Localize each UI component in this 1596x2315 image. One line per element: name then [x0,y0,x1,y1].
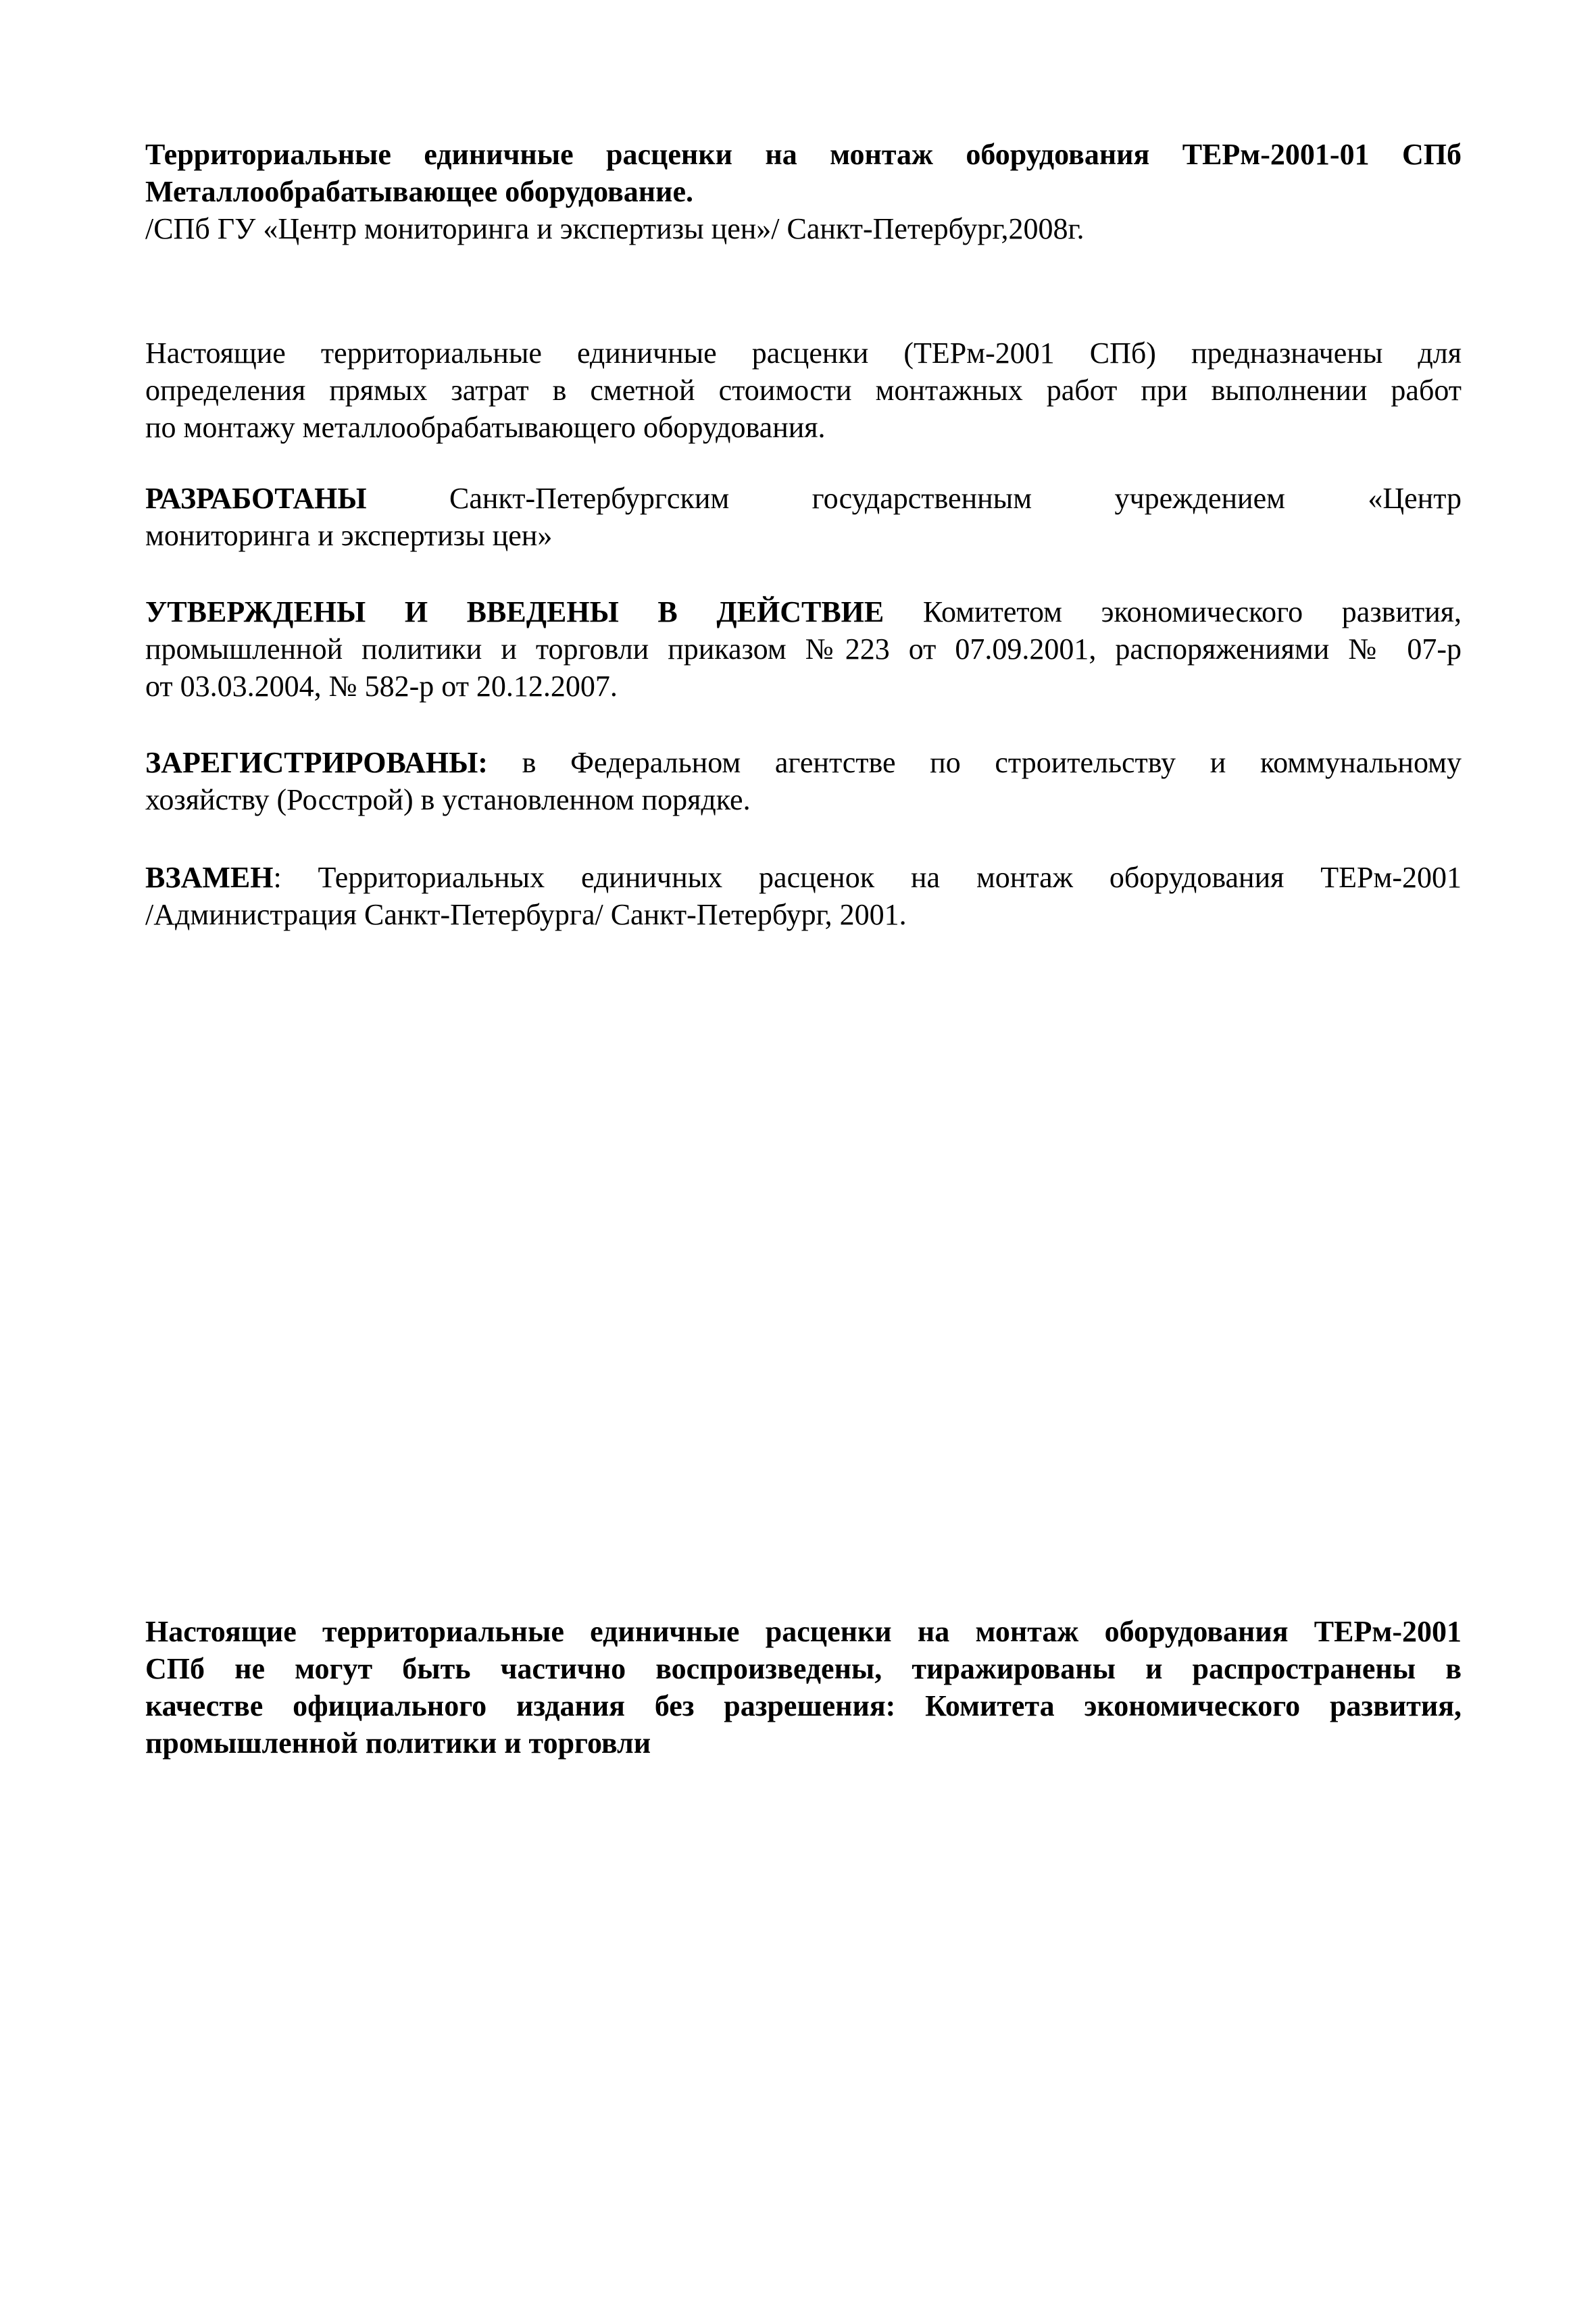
title-line-2: Металлообрабатывающее оборудование. [145,175,693,208]
text-line [145,859,1462,896]
replaces-paragraph [145,859,1462,933]
text-segment: Комитетом экономического развития, [884,595,1462,628]
text-segment: в Федеральном агентстве по строительству и коммунальному [487,746,1462,779]
intro-paragraph [145,334,1462,446]
text-line: определения прямых затрат в сметной стоимости монтажных работ при выполнении работ [145,374,1462,407]
text-line: по монтажу металлообрабатывающего оборудования. [145,411,826,444]
title-paragraph [145,136,1462,247]
text-line: Настоящие территориальные единичные расценки (ТЕРм-2001 СПб) предназначены для [145,337,1462,370]
registered-paragraph [145,744,1462,818]
registered-label: ЗАРЕГИСТРИРОВАНЫ: [145,746,488,779]
text-segment: : Территориальных единичных расценок на монтаж оборудования ТЕРм-2001 [273,861,1462,894]
text-line: мониторинга и экспертизы цен» [145,519,553,552]
text-line [145,593,1462,630]
text-segment: Санкт-Петербургским государственным учреждением «Центр [366,482,1462,515]
text-line: качестве официального издания без разрешения: Комитета экономического развития, [145,1689,1462,1722]
developed-paragraph [145,480,1462,554]
text-line: от 03.03.2004, № 582-р от 20.12.2007. [145,670,618,703]
text-line: промышленной политики и торговли [145,1726,651,1760]
title-line-1: Территориальные единичные расценки на монтаж оборудования ТЕРм-2001-01 СПб [145,138,1462,171]
text-line: /Администрация Санкт-Петербурга/ Санкт-Петербург, 2001. [145,898,907,931]
replaces-label: ВЗАМЕН [145,861,274,894]
text-line [145,744,1462,781]
text-line: промышленной политики и торговли приказом №223 от 07.09.2001, распоряжениями № 07-р [145,632,1462,666]
developed-label: РАЗРАБОТАНЫ [145,482,367,515]
text-line: Настоящие территориальные единичные расценки на монтаж оборудования ТЕРм-2001 [145,1615,1462,1648]
copyright-paragraph [145,1613,1462,1762]
publisher-line: /СПб ГУ «Центр мониторинга и экспертизы цен»/ Санкт-Петербург,2008г. [145,212,1084,245]
text-line [145,480,1462,517]
approved-label: УТВЕРЖДЕНЫ И ВВЕДЕНЫ В ДЕЙСТВИЕ [145,595,884,628]
text-line: СПб не могут быть частично воспроизведены, тиражированы и распространены в [145,1652,1462,1685]
text-line: хозяйству (Росстрой) в установленном порядке. [145,783,751,816]
approved-paragraph [145,593,1462,705]
